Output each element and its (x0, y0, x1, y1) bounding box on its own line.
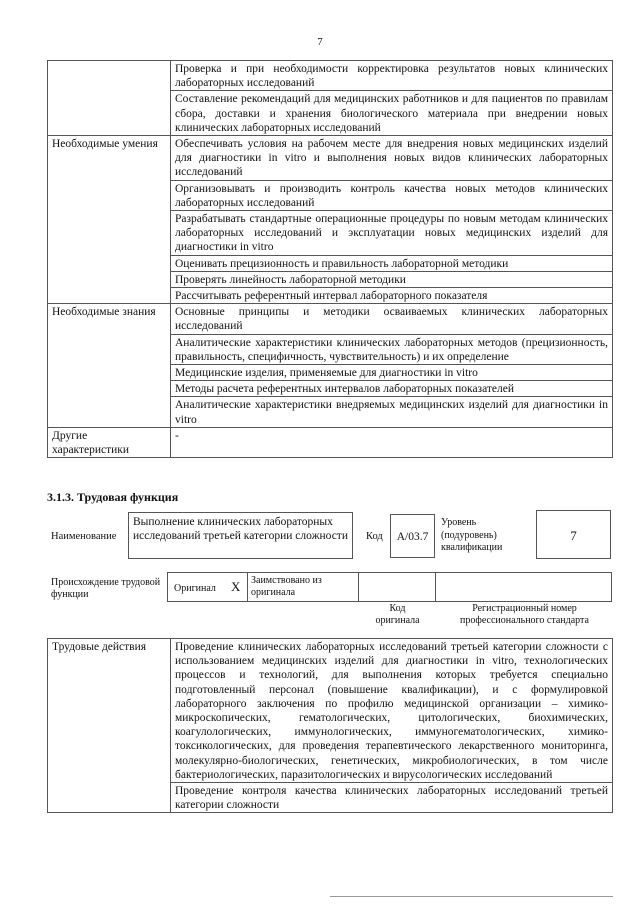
requirement-cell: Организовывать и производить контроль качества новых методов клинических лабораторных исследований (171, 180, 613, 210)
page-number: 7 (317, 36, 323, 48)
category-cell-skills: Необходимые умения (48, 136, 171, 304)
requirement-cell: - (171, 427, 613, 457)
origin-divider (358, 572, 359, 602)
borrowed-label: Заимствовано из оригинала (251, 575, 322, 598)
table-row (48, 61, 613, 91)
requirement-cell: Составление рекомендаций для медицинских работников и для пациентов по правилам сбора, доставки и хранения биологического материала при внедрении новых клинических лабораторных исследований (171, 91, 613, 136)
origin-divider (247, 572, 248, 602)
category-cell-knowledge: Необходимые знания (48, 304, 171, 428)
requirement-cell: Проверять линейность лабораторной методики (171, 271, 613, 287)
page-bottom-rule (330, 896, 613, 897)
table-row (48, 427, 613, 457)
table-row (48, 136, 613, 181)
code-label: Код (366, 531, 383, 542)
requirement-cell: Медицинские изделия, применяемые для диагностики in vitro (171, 365, 613, 381)
level-value-box: 7 (536, 510, 611, 559)
section-heading: 3.1.3. Трудовая функция (47, 490, 179, 504)
requirement-cell: Основные принципы и методики осваиваемых клинических лабораторных исследований (171, 304, 613, 334)
level-label: Уровень (подуровень) квалификации (441, 517, 503, 553)
original-mark: X (231, 579, 241, 594)
requirement-cell: Рассчитывать референтный интервал лабораторного показателя (171, 288, 613, 304)
action-cell: Проведение контроля качества клинических лабораторных исследований третьей категории сложности (171, 783, 613, 813)
function-code-box: А/03.7 (390, 514, 435, 558)
original-label: Оригинал (174, 583, 216, 594)
category-cell (48, 61, 171, 136)
category-cell-other: Другие характеристики (48, 427, 171, 457)
category-cell-actions: Трудовые действия (48, 639, 171, 813)
requirement-cell: Оценивать прецизионность и правильность лабораторной методики (171, 255, 613, 271)
table-row (48, 304, 613, 334)
requirement-cell: Проверка и при необходимости корректировка результатов новых клинических лабораторных исследований (171, 61, 613, 91)
function-name-box: Выполнение клинических лабораторных исследований третьей категории сложности (128, 512, 353, 559)
skills-knowledge-table (47, 60, 613, 458)
requirement-cell: Аналитические характеристики клинических лабораторных методов (прецизионность, правильность, специфичность, чувствительность) и их определение (171, 334, 613, 364)
action-cell: Проведение клинических лабораторных исследований третьей категории сложности с использованием медицинских изделий для диагностики in vitro, технологических процессов и технологий, для выполнения которых требуется специально подготовленный персонал (повышение квалификации), и с формулировкой лабораторного заключения по профилю медицинской организации – химико-микроскопических, гематологических, цитологических, биохимических, коагулологических, иммунологических, иммуногематологических, химико-токсикологических, для проведения терапевтического лекарственного мониторинга, молекулярно-биологических, генетических, микробиологических, в том числе бактериологических, паразитологических и вирусологических исследований (171, 639, 613, 783)
requirement-cell: Аналитические характеристики внедряемых медицинских изделий для диагностики in vitro (171, 397, 613, 427)
requirement-cell: Методы расчета референтных интервалов лабораторных показателей (171, 381, 613, 397)
origin-divider (435, 572, 436, 602)
registration-caption: Регистрационный номер профессионального стандарта (460, 603, 589, 626)
name-label: Наименование (51, 531, 117, 542)
requirement-cell: Обеспечивать условия на рабочем месте для внедрения новых медицинских изделий для диагностики in vitro и выполнения новых видов клинических лабораторных исследований (171, 136, 613, 181)
requirement-cell: Разрабатывать стандартные операционные процедуры по новым методам клинических лабораторных исследований и эксплуатации новых медицинских изделий для диагностики in vitro (171, 211, 613, 256)
code-original-caption: Код оригинала (375, 603, 420, 626)
labor-actions-table (47, 638, 613, 813)
table-row (48, 639, 613, 783)
origin-label: Происхождение трудовой функции (51, 577, 161, 600)
